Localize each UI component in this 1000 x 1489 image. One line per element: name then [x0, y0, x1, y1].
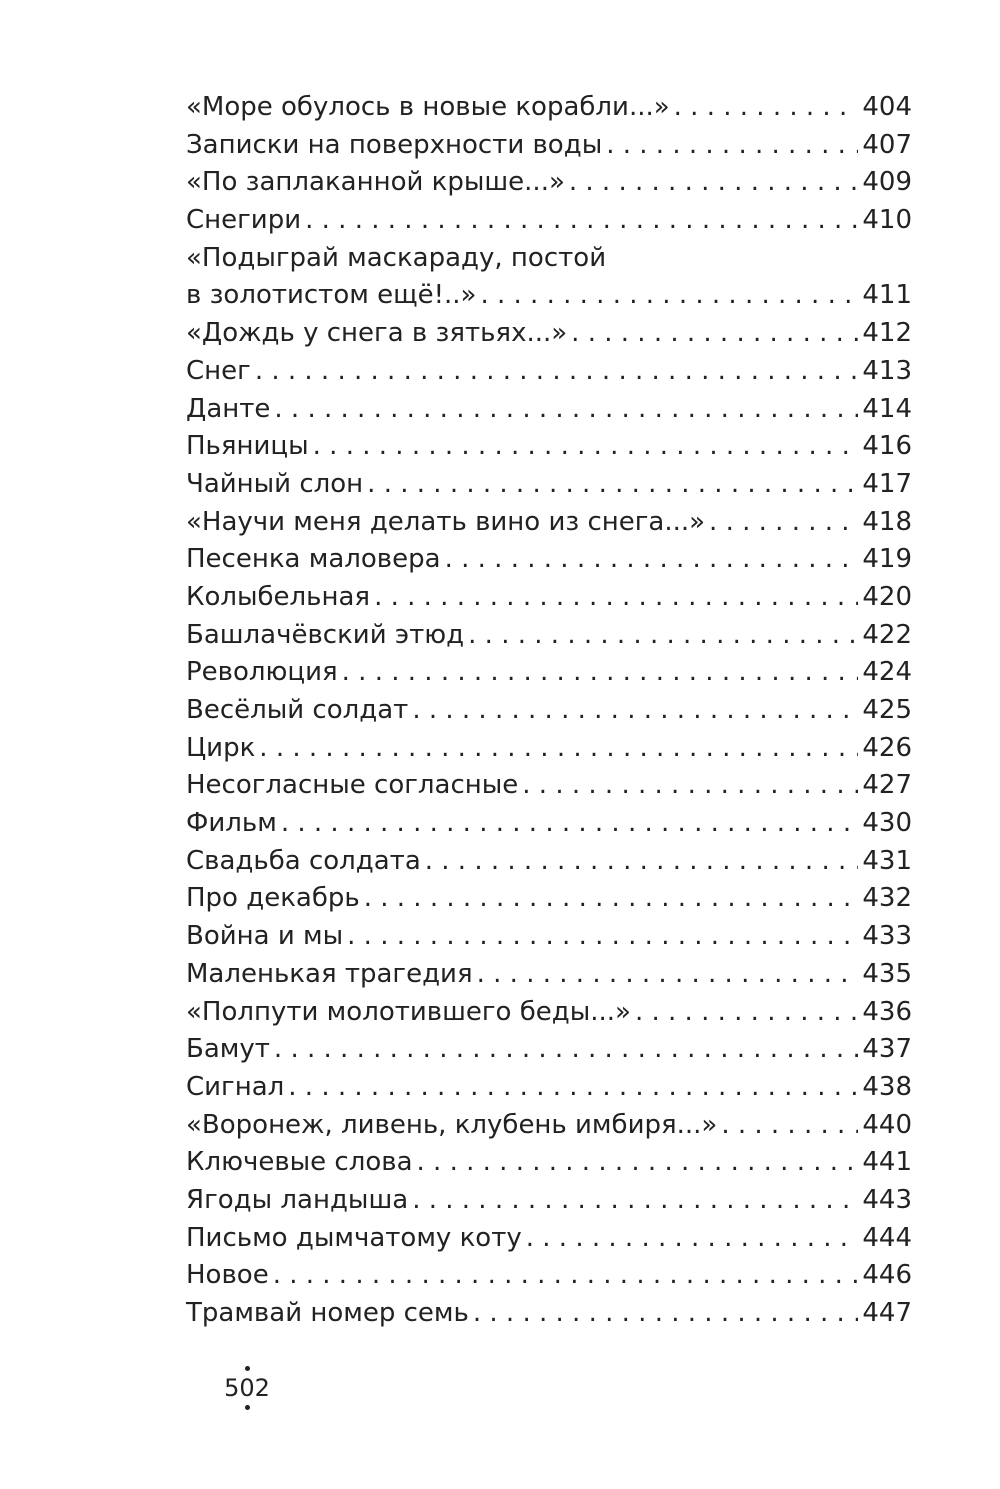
toc-entry [186, 391, 912, 429]
dot-leader [288, 1069, 858, 1107]
toc-entry-title: Песенка маловера [186, 544, 441, 575]
toc-entry-page: 425 [862, 695, 912, 725]
toc-entry-title: Новое [186, 1260, 269, 1291]
toc-entry-title: «По заплаканной крыше...» [186, 167, 565, 198]
toc-entry [186, 428, 912, 466]
toc-entry [186, 1220, 912, 1258]
toc-entry [186, 1257, 912, 1295]
toc-entry [186, 127, 912, 165]
toc-entry-title: Цирк [186, 732, 256, 763]
toc-entry [186, 654, 912, 692]
toc-entry-title: Пьяницы [186, 431, 309, 462]
toc-entry-page: 424 [862, 657, 912, 688]
toc-entry [186, 994, 912, 1032]
toc-entry [186, 1031, 912, 1069]
toc-entry-page: 443 [862, 1184, 912, 1215]
toc-entry-title: Весёлый солдат [186, 695, 409, 725]
dot-leader [569, 164, 858, 202]
toc-entry-continued [186, 240, 912, 278]
dot-leader [259, 730, 858, 768]
toc-entry [186, 1069, 912, 1107]
dot-leader [473, 1295, 858, 1333]
dot-leader [367, 466, 858, 504]
toc-entry [186, 504, 912, 542]
toc-entry-title: Данте [186, 393, 271, 424]
toc-entry-title: Ключевые слова [186, 1147, 413, 1178]
toc-entry [186, 277, 912, 315]
toc-entry-page: 409 [862, 167, 912, 198]
toc-entry [186, 579, 912, 617]
toc-entry [186, 617, 912, 655]
toc-entry-title: Башлачёвский этюд [186, 619, 465, 650]
dot-leader [347, 918, 858, 956]
toc-entry [186, 692, 912, 730]
dot-leader [342, 654, 859, 692]
toc-entry-page: 447 [862, 1298, 912, 1328]
toc-entry-page: 431 [862, 845, 912, 876]
toc-entry-title: Сигнал [186, 1071, 285, 1102]
toc-entry-page: 411 [862, 280, 912, 311]
toc-entry-page: 437 [862, 1034, 912, 1065]
toc-entry-page: 432 [862, 883, 912, 914]
dot-leader [374, 579, 858, 617]
folio-dot-bottom [245, 1405, 250, 1410]
dot-leader [313, 428, 859, 466]
toc-entry-title: Фильм [186, 808, 277, 839]
toc-entry-page: 416 [862, 431, 912, 462]
dot-leader [635, 994, 858, 1032]
dot-leader [477, 956, 859, 994]
toc-entry-page: 444 [862, 1222, 912, 1253]
dot-leader [480, 277, 858, 315]
toc-entry-title: «Полпути молотившего беды...» [186, 996, 631, 1027]
toc-entry-title: Снег [186, 355, 251, 386]
toc-entry-page: 420 [862, 581, 912, 612]
toc-entry-title: Трамвай номер семь [186, 1298, 469, 1328]
toc-entry-title: «Воронеж, ливень, клубень имбиря...» [186, 1109, 718, 1140]
dot-leader [281, 805, 859, 843]
toc-entry [186, 164, 912, 202]
dot-leader [674, 89, 859, 127]
toc-entry-title: Несогласные согласные [186, 770, 519, 801]
dot-leader [273, 1257, 859, 1295]
toc-entry [186, 843, 912, 881]
dot-leader [571, 315, 858, 353]
toc-entry-title: Ягоды ландыша [186, 1184, 409, 1215]
toc-entry-title: «Море обулось в новые корабли...» [186, 92, 670, 122]
toc-entry-title: Про декабрь [186, 883, 360, 914]
toc-entry-title: Маленькая трагедия [186, 958, 473, 989]
toc-entry-page: 404 [862, 92, 912, 122]
toc-entry-title: Колыбельная [186, 581, 371, 612]
toc-entry [186, 1182, 912, 1220]
dot-leader [721, 1107, 858, 1145]
toc-entry-title: «Дождь у снега в зятьях...» [186, 318, 568, 349]
toc-entry [186, 315, 912, 353]
dot-leader [526, 1220, 859, 1258]
toc-entry-page: 440 [862, 1109, 912, 1140]
toc-entry-title: Бамут [186, 1034, 270, 1065]
dot-leader [606, 127, 858, 165]
toc-entry-page: 426 [862, 732, 912, 763]
toc-entry-title: Война и мы [186, 921, 344, 952]
dot-leader [274, 1031, 858, 1069]
dot-leader [522, 767, 858, 805]
toc-entry-page: 433 [862, 921, 912, 952]
toc-entry-page: 413 [862, 355, 912, 386]
page-number-text: 502 [224, 1374, 270, 1402]
toc-entry-title: Революция [186, 657, 338, 688]
toc-entry-page: 422 [862, 619, 912, 650]
toc-entry-page: 446 [862, 1260, 912, 1291]
toc-entry-title: в золотистом ещё!..» [186, 280, 477, 311]
toc-entry-title: Чайный слон [186, 468, 364, 499]
toc-entry-title: Снегири [186, 205, 302, 236]
dot-leader [445, 541, 859, 579]
page-number [222, 1366, 272, 1410]
toc-entry-page: 441 [862, 1147, 912, 1178]
dot-leader [425, 843, 859, 881]
toc-entry-page: 407 [862, 129, 912, 160]
toc-entry [186, 767, 912, 805]
toc-entry-title: Записки на поверхности воды [186, 129, 603, 160]
dot-leader [255, 353, 859, 391]
toc-entry [186, 805, 912, 843]
toc-entry-title: «Научи меня делать вино из снега...» [186, 506, 706, 537]
toc-entry-page: 427 [862, 770, 912, 801]
toc-entry-page: 410 [862, 205, 912, 236]
toc-entry-title: «Подыграй маскараду, постой [186, 242, 607, 273]
toc-entry [186, 466, 912, 504]
toc-entry-page: 435 [862, 958, 912, 989]
toc-entry-page: 418 [862, 506, 912, 537]
toc-entry-page: 436 [862, 996, 912, 1027]
toc-entry [186, 1295, 912, 1333]
toc-entry-title: Свадьба солдата [186, 845, 421, 876]
toc-entry [186, 1144, 912, 1182]
dot-leader [468, 617, 858, 655]
dot-leader [364, 880, 859, 918]
toc-entry-page: 417 [862, 468, 912, 499]
toc-entry-title: Письмо дымчатому коту [186, 1222, 522, 1253]
toc-entry [186, 89, 912, 127]
dot-leader [412, 1182, 858, 1220]
toc-entry [186, 353, 912, 391]
toc-entry-page: 419 [862, 544, 912, 575]
toc-entry [186, 880, 912, 918]
dot-leader [709, 504, 858, 542]
dot-leader [412, 692, 858, 730]
toc-entry-page: 412 [862, 318, 912, 349]
table-of-contents [186, 89, 912, 1333]
toc-entry [186, 1107, 912, 1145]
toc-entry [186, 918, 912, 956]
toc-entry [186, 202, 912, 240]
dot-leader [305, 202, 858, 240]
toc-entry-page: 414 [862, 393, 912, 424]
toc-entry [186, 956, 912, 994]
dot-leader [417, 1144, 859, 1182]
toc-entry-page: 438 [862, 1071, 912, 1102]
toc-entry [186, 730, 912, 768]
dot-leader [274, 391, 858, 429]
toc-entry [186, 541, 912, 579]
toc-entry-page: 430 [862, 808, 912, 839]
